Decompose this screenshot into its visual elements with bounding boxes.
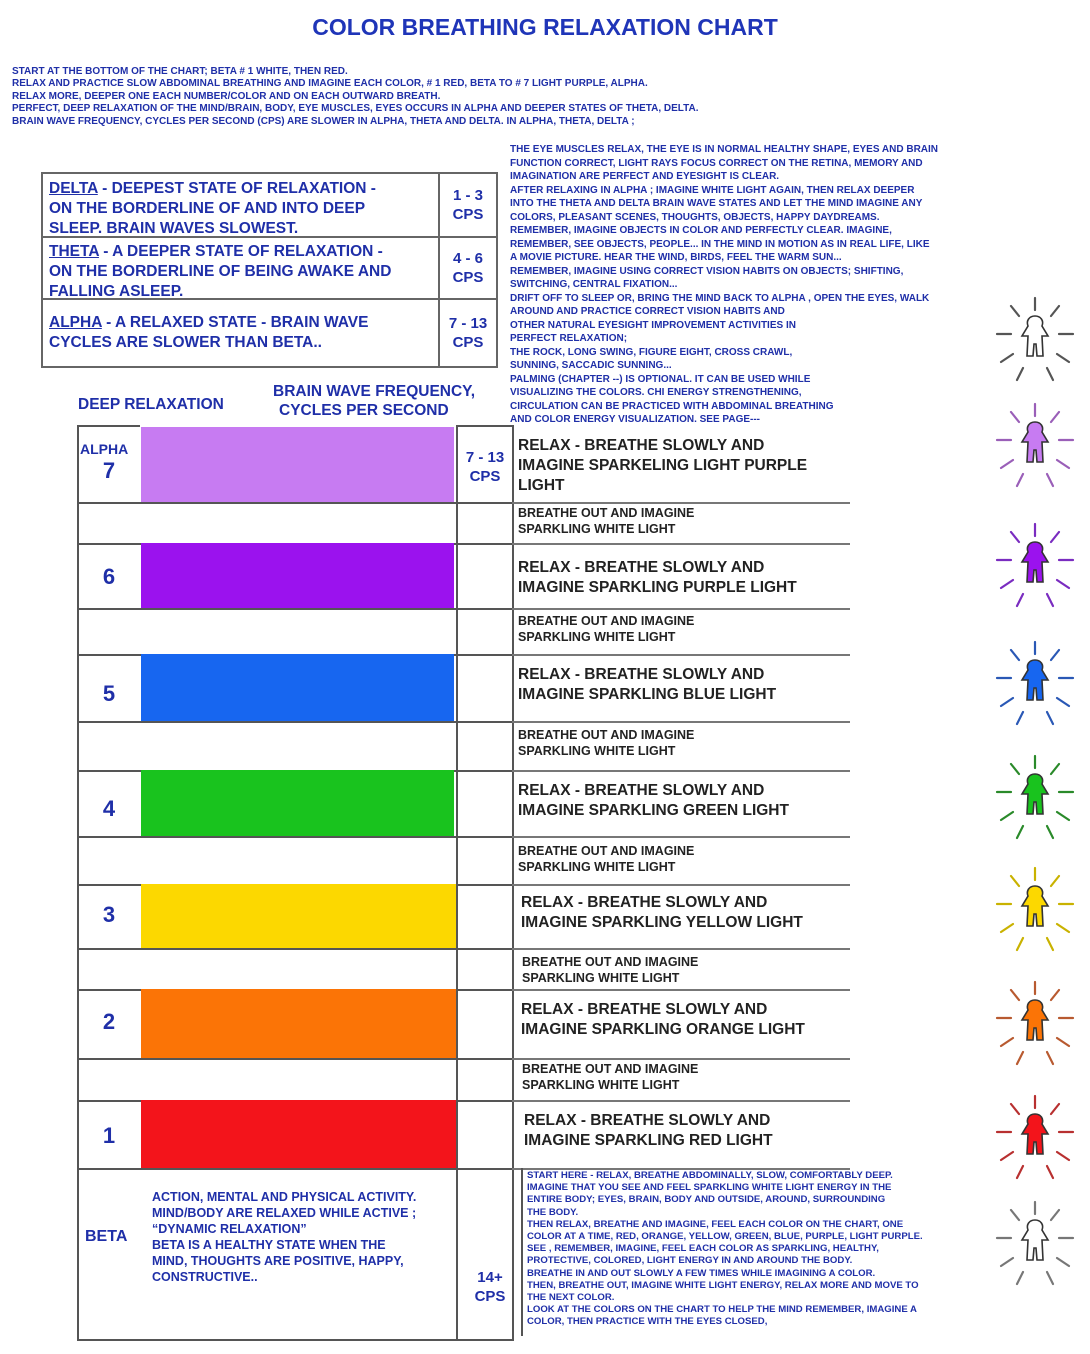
figure-body: [1022, 422, 1048, 462]
note-line: SUNNING, SACCADIC SUNNING...: [510, 360, 672, 371]
row-divider-text: [512, 1058, 850, 1060]
light-ray: [1011, 650, 1019, 660]
state-cps: [438, 300, 496, 366]
light-ray: [1047, 1166, 1053, 1178]
breathe-line: SPARKLING WHITE LIGHT: [522, 970, 680, 985]
sparkling-figure-icon: [995, 1094, 1075, 1184]
light-ray: [1047, 594, 1053, 606]
light-ray: [1001, 1258, 1013, 1266]
relax-instruction: [518, 436, 807, 496]
state-cps: [438, 174, 496, 236]
light-ray: [1047, 712, 1053, 724]
breathe-line: SPARKLING WHITE LIGHT: [518, 629, 676, 644]
light-ray: [1057, 460, 1069, 468]
light-ray: [1001, 812, 1013, 820]
figure-body: [1022, 774, 1048, 814]
row-divider-text: [512, 543, 850, 545]
light-ray: [1011, 306, 1019, 316]
light-ray: [1011, 532, 1019, 542]
deep-relaxation-header: DEEP RELAXATION: [78, 396, 224, 413]
chart-divider-cps: [512, 425, 514, 1341]
relax-line: LIGHT: [518, 477, 565, 494]
row-divider-text: [512, 884, 850, 886]
light-ray: [1011, 1210, 1019, 1220]
light-ray: [1011, 412, 1019, 422]
note-line: SWITCHING, CENTRAL FIXATION...: [510, 279, 678, 290]
state-name: ALPHA: [49, 314, 102, 331]
figure-body: [1022, 1114, 1048, 1154]
relax-line: IMAGINE SPARKLING RED LIGHT: [524, 1132, 773, 1149]
light-ray: [1047, 826, 1053, 838]
chart-border-top: [77, 425, 140, 427]
light-ray: [1017, 1052, 1023, 1064]
level-number: 3: [102, 902, 116, 927]
light-ray: [1051, 1104, 1059, 1114]
row-divider-text: [512, 1100, 850, 1102]
note-line: COLORS, PLEASANT SCENES, THOUGHTS, OBJECTS, HAPPY DAYDREAMS.: [510, 211, 880, 223]
relax-instruction: [521, 893, 803, 933]
start-line: BREATHE IN AND OUT SLOWLY A FEW TIMES WHILE IMAGINING A COLOR.: [527, 1267, 876, 1279]
color-bar-7: [141, 427, 454, 502]
light-ray: [1047, 368, 1053, 380]
cps-unit: CPS: [452, 206, 484, 223]
relax-line: RELAX - BREATHE SLOWLY AND: [518, 437, 765, 454]
intro-line: RELAX AND PRACTICE SLOW ABDOMINAL BREATHING AND IMAGINE EACH COLOR, # 1 RED, BETA TO # 7 LIGHT PURPLE, ALPHA.: [12, 78, 648, 90]
figure-body: [1022, 1220, 1048, 1260]
breathe-out-instruction: [518, 614, 694, 645]
breathe-line: BREATHE OUT AND IMAGINE: [518, 506, 695, 520]
color-bar-5: [141, 654, 454, 721]
beta-line: MIND, THOUGHTS ARE POSITIVE, HAPPY,: [152, 1254, 404, 1268]
sparkling-figure-icon: [995, 1200, 1075, 1290]
note-line: CIRCULATION CAN BE PRACTICED WITH ABDOMINAL BREATHING: [510, 400, 834, 412]
relax-line: RELAX - BREATHE SLOWLY AND: [518, 782, 765, 799]
start-line: THEN, BREATHE OUT, IMAGINE WHITE LIGHT ENERGY, RELAX MORE AND MOVE TO: [527, 1279, 919, 1291]
cps-range: 4 - 6: [452, 250, 483, 267]
state-alpha: [43, 300, 496, 366]
sparkling-figure-icon: [995, 866, 1075, 956]
row-divider: [77, 836, 514, 838]
figure-body: [1022, 1000, 1048, 1040]
level-number: 7: [102, 458, 116, 483]
state-name: DELTA: [49, 180, 98, 197]
relax-line: RELAX - BREATHE SLOWLY AND: [518, 559, 765, 576]
note-line: THE ROCK, LONG SWING, FIGURE EIGHT, CROSS CRAWL,: [510, 346, 793, 358]
light-ray: [1047, 1272, 1053, 1284]
breathe-line: BREATHE OUT AND IMAGINE: [518, 728, 695, 742]
start-here-text: [527, 1170, 997, 1329]
start-line: COLOR AT A TIME, RED, ORANGE, YELLOW, GREEN, BLUE, PURPLE, LIGHT PURPLE.: [527, 1231, 923, 1243]
state-text: CYCLES ARE SLOWER THAN BETA..: [49, 334, 322, 351]
level-number: 5: [102, 681, 116, 706]
light-ray: [1001, 698, 1013, 706]
light-ray: [1057, 924, 1069, 932]
beta-line: “DYNAMIC RELAXATION”: [152, 1222, 307, 1236]
note-line: REMEMBER, SEE OBJECTS, PEOPLE... IN THE MIND IN MOTION AS IN REAL LIFE, LIKE: [510, 238, 930, 250]
sparkling-figure-icon: [995, 522, 1075, 612]
start-line: THE NEXT COLOR.: [527, 1292, 615, 1304]
right-notes: [510, 143, 1000, 427]
start-line: START HERE - RELAX, BREATHE ABDOMINALLY, SLOW, COMFORTABLY DEEP.: [527, 1170, 893, 1181]
cps-unit: CPS: [469, 468, 501, 485]
level-number: 6: [102, 564, 116, 589]
breathe-line: BREATHE OUT AND IMAGINE: [518, 614, 695, 628]
row-divider-text: [512, 948, 850, 950]
relax-line: IMAGINE SPARKLING GREEN LIGHT: [518, 802, 789, 819]
note-line: PERFECT RELAXATION;: [510, 333, 628, 344]
level-number: 1: [102, 1123, 116, 1148]
cps-range: 7 - 13: [448, 315, 488, 332]
cps-range: 1 - 3: [452, 187, 483, 204]
state-text: - A RELAXED STATE - BRAIN WAVE: [101, 314, 369, 331]
frequency-header-line2: CYCLES PER SECOND: [279, 402, 449, 419]
note-line: PALMING (CHAPTER --) IS OPTIONAL. IT CAN BE USED WHILE: [510, 373, 811, 385]
note-line: AND COLOR ENERGY VISUALIZATION. SEE PAGE---: [510, 414, 761, 425]
sparkling-figure-icon: [995, 980, 1075, 1070]
beta-line: CONSTRUCTIVE..: [152, 1270, 258, 1284]
state-description: [49, 313, 434, 353]
color-bar-2: [141, 989, 456, 1058]
breathe-line: SPARKLING WHITE LIGHT: [518, 859, 676, 874]
row-divider-text: [512, 836, 850, 838]
row-divider-text: [512, 721, 850, 723]
alpha-label: ALPHA: [80, 441, 129, 457]
breathe-line: BREATHE OUT AND IMAGINE: [518, 844, 695, 858]
start-line: THE BODY.: [527, 1206, 579, 1218]
frequency-header-line1: BRAIN WAVE FREQUENCY,: [273, 383, 476, 400]
state-text: SLEEP. BRAIN WAVES SLOWEST.: [49, 220, 299, 237]
state-text: FALLING ASLEEP.: [49, 283, 184, 300]
light-ray: [1047, 474, 1053, 486]
light-ray: [1051, 532, 1059, 542]
state-description: [49, 242, 434, 302]
cps-range: 14+: [477, 1269, 503, 1286]
state-name: THETA: [49, 243, 99, 260]
cps-unit: CPS: [452, 334, 484, 351]
note-line: DRIFT OFF TO SLEEP OR, BRING THE MIND BACK TO ALPHA , OPEN THE EYES, WALK: [510, 292, 930, 304]
breathe-line: SPARKLING WHITE LIGHT: [522, 1077, 680, 1092]
light-ray: [1051, 876, 1059, 886]
row-divider-text: [512, 989, 850, 991]
beta-cps: [463, 1268, 517, 1306]
breathe-out-instruction: [518, 728, 694, 759]
cps-unit: CPS: [474, 1288, 506, 1305]
state-cps: [438, 238, 496, 298]
alpha-cps: [458, 448, 512, 486]
relax-instruction: [521, 1000, 805, 1040]
note-line: THE EYE MUSCLES RELAX, THE EYE IS IN NORMAL HEALTHY SHAPE, EYES AND BRAIN: [510, 144, 939, 155]
light-ray: [1017, 594, 1023, 606]
note-line: REMEMBER, IMAGINE OBJECTS IN COLOR AND PERFECTLY CLEAR. IMAGINE,: [510, 225, 892, 236]
cps-range: 7 - 13: [465, 449, 505, 466]
relax-instruction: [518, 558, 797, 598]
intro-text: [12, 66, 832, 128]
light-ray: [1051, 650, 1059, 660]
sparkling-figure-icon: [995, 754, 1075, 844]
light-ray: [1057, 1258, 1069, 1266]
chart-border-bottom: [77, 1339, 514, 1341]
light-ray: [1057, 698, 1069, 706]
light-ray: [1017, 474, 1023, 486]
light-ray: [1047, 938, 1053, 950]
light-ray: [1051, 412, 1059, 422]
intro-line: RELAX MORE, DEEPER ONE EACH NUMBER/COLOR AND ON EACH OUTWARD BREATH.: [12, 90, 441, 102]
cps-unit: CPS: [452, 269, 484, 286]
light-ray: [1011, 764, 1019, 774]
row-divider-text: [512, 654, 850, 656]
light-ray: [1051, 1210, 1059, 1220]
relax-line: RELAX - BREATHE SLOWLY AND: [524, 1112, 771, 1129]
beta-line: BETA IS A HEALTHY STATE WHEN THE: [152, 1238, 386, 1252]
beta-description: [152, 1189, 472, 1285]
note-line: OTHER NATURAL EYESIGHT IMPROVEMENT ACTIVITIES IN: [510, 319, 796, 331]
row-divider: [77, 1058, 514, 1060]
level-number: 2: [102, 1009, 116, 1034]
breathe-line: SPARKLING WHITE LIGHT: [518, 743, 676, 758]
figure-body: [1022, 660, 1048, 700]
breathe-out-instruction: [522, 955, 698, 986]
color-bar-1: [141, 1100, 456, 1168]
sparkling-figure-icon: [995, 296, 1075, 386]
start-line: PROTECTIVE, COLORED, LIGHT ENERGY IN AND AROUND THE BODY.: [527, 1255, 853, 1267]
light-ray: [1057, 354, 1069, 362]
figure-body: [1022, 886, 1048, 926]
row-divider: [77, 1168, 514, 1170]
light-ray: [1017, 712, 1023, 724]
breathe-line: BREATHE OUT AND IMAGINE: [522, 955, 699, 969]
relax-line: RELAX - BREATHE SLOWLY AND: [518, 666, 765, 683]
light-ray: [1057, 1152, 1069, 1160]
state-text: - DEEPEST STATE OF RELAXATION -: [97, 180, 376, 197]
light-ray: [1017, 368, 1023, 380]
page-title: COLOR BREATHING RELAXATION CHART: [312, 14, 778, 40]
sparkling-figure-icon: [995, 640, 1075, 730]
light-ray: [1057, 812, 1069, 820]
relax-line: IMAGINE SPARKELING LIGHT PURPLE: [518, 457, 808, 474]
state-text: ON THE BORDERLINE OF BEING AWAKE AND: [49, 263, 392, 280]
row-divider: [77, 502, 514, 504]
relax-line: IMAGINE SPARKLING PURPLE LIGHT: [518, 579, 797, 596]
relax-instruction: [518, 665, 776, 705]
breathe-out-instruction: [522, 1062, 698, 1093]
light-ray: [1051, 990, 1059, 1000]
color-bar-4: [141, 770, 454, 836]
start-line: COLOR, THEN PRACTICE WITH THE EYES CLOSED,: [527, 1316, 768, 1328]
light-ray: [1001, 1152, 1013, 1160]
chart-cps-top: [456, 425, 514, 427]
sparkling-figure-icon: [995, 402, 1075, 492]
note-line: AFTER RELAXING IN ALPHA ; IMAGINE WHITE LIGHT AGAIN, THEN RELAX DEEPER: [510, 184, 915, 196]
row-divider: [77, 721, 514, 723]
start-line: LOOK AT THE COLORS ON THE CHART TO HELP THE MIND REMEMBER, IMAGINE A: [527, 1304, 917, 1316]
intro-line: START AT THE BOTTOM OF THE CHART; BETA # 1 WHITE, THEN RED.: [12, 66, 348, 77]
figure-body: [1022, 542, 1048, 582]
color-bar-3: [141, 884, 456, 948]
light-ray: [1001, 1038, 1013, 1046]
row-divider-text: [512, 608, 850, 610]
relax-line: IMAGINE SPARKLING BLUE LIGHT: [518, 686, 777, 703]
light-ray: [1017, 1272, 1023, 1284]
light-ray: [1017, 1166, 1023, 1178]
start-line: IMAGINE THAT YOU SEE AND FEEL SPARKLING WHITE LIGHT ENERGY IN THE: [527, 1182, 892, 1194]
breathe-line: SPARKLING WHITE LIGHT: [518, 521, 676, 536]
figure-body: [1022, 316, 1048, 356]
relax-line: IMAGINE SPARKLING ORANGE LIGHT: [521, 1021, 805, 1038]
light-ray: [1051, 306, 1059, 316]
light-ray: [1011, 876, 1019, 886]
note-line: REMEMBER, IMAGINE USING CORRECT VISION HABITS ON OBJECTS; SHIFTING,: [510, 265, 904, 277]
light-ray: [1001, 354, 1013, 362]
light-ray: [1001, 460, 1013, 468]
state-theta: [43, 238, 496, 300]
light-ray: [1017, 938, 1023, 950]
start-text-rule: [521, 1168, 523, 1336]
note-line: IMAGINATION ARE PERFECT AND EYESIGHT IS CLEAR.: [510, 171, 780, 182]
beta-label: BETA: [85, 1228, 128, 1245]
state-text: - A DEEPER STATE OF RELAXATION -: [98, 243, 383, 260]
state-delta: [43, 174, 496, 238]
note-line: FUNCTION CORRECT, LIGHT RAYS FOCUS CORRECT ON THE RETINA, MEMORY AND: [510, 157, 923, 169]
start-line: THEN RELAX, BREATHE AND IMAGINE, FEEL EACH COLOR ON THE CHART, ONE: [527, 1218, 904, 1230]
light-ray: [1001, 580, 1013, 588]
light-ray: [1047, 1052, 1053, 1064]
row-divider: [77, 608, 514, 610]
light-ray: [1011, 990, 1019, 1000]
breathe-out-instruction: [518, 844, 694, 875]
level-number: 4: [102, 796, 116, 821]
start-line: ENTIRE BODY; EYES, BRAIN, BODY AND OUTSIDE, AROUND, SURROUNDING: [527, 1194, 886, 1206]
light-ray: [1001, 924, 1013, 932]
beta-line: ACTION, MENTAL AND PHYSICAL ACTIVITY.: [152, 1190, 417, 1204]
row-divider: [77, 948, 514, 950]
start-line: SEE , REMEMBER, IMAGINE, FEEL EACH COLOR AS SPARKLING, HEALTHY,: [527, 1243, 879, 1255]
relax-instruction: [524, 1111, 773, 1151]
intro-line: BRAIN WAVE FREQUENCY, CYCLES PER SECOND (CPS) ARE SLOWER IN ALPHA, THETA AND DELTA. IN ALPHA, THETA, DELTA ;: [12, 115, 635, 127]
chart-border-left: [77, 425, 79, 1341]
light-ray: [1017, 826, 1023, 838]
relax-instruction: [518, 781, 789, 821]
row-divider-text: [512, 770, 850, 772]
breathe-line: BREATHE OUT AND IMAGINE: [522, 1062, 699, 1076]
row-divider-text: [512, 502, 850, 504]
light-ray: [1057, 1038, 1069, 1046]
color-bar-6: [141, 543, 454, 608]
note-line: A MOVIE PICTURE. HEAR THE WIND, BIRDS, FEEL THE WARM SUN...: [510, 252, 842, 263]
note-line: INTO THE THETA AND DELTA BRAIN WAVE STATES AND LET THE MIND IMAGINE ANY: [510, 198, 923, 209]
relax-line: RELAX - BREATHE SLOWLY AND: [521, 1001, 768, 1018]
relax-line: IMAGINE SPARKLING YELLOW LIGHT: [521, 914, 803, 931]
state-text: ON THE BORDERLINE OF AND INTO DEEP: [49, 200, 366, 217]
note-line: VISUALIZING THE COLORS. CHI ENERGY STRENGTHENING,: [510, 387, 802, 398]
brain-wave-states-box: [41, 172, 498, 368]
breathe-out-instruction: [518, 506, 694, 537]
light-ray: [1057, 580, 1069, 588]
intro-line: PERFECT, DEEP RELAXATION OF THE MIND/BRAIN, BODY, EYE MUSCLES, EYES OCCURS IN ALPHA AND DEEPER STATES OF THETA, DELTA.: [12, 103, 699, 115]
state-description: [49, 179, 434, 239]
note-line: AROUND AND PRACTICE CORRECT VISION HABITS AND: [510, 306, 785, 317]
beta-line: MIND/BODY ARE RELAXED WHILE ACTIVE ;: [152, 1206, 417, 1220]
light-ray: [1051, 764, 1059, 774]
light-ray: [1011, 1104, 1019, 1114]
relax-line: RELAX - BREATHE SLOWLY AND: [521, 894, 768, 911]
